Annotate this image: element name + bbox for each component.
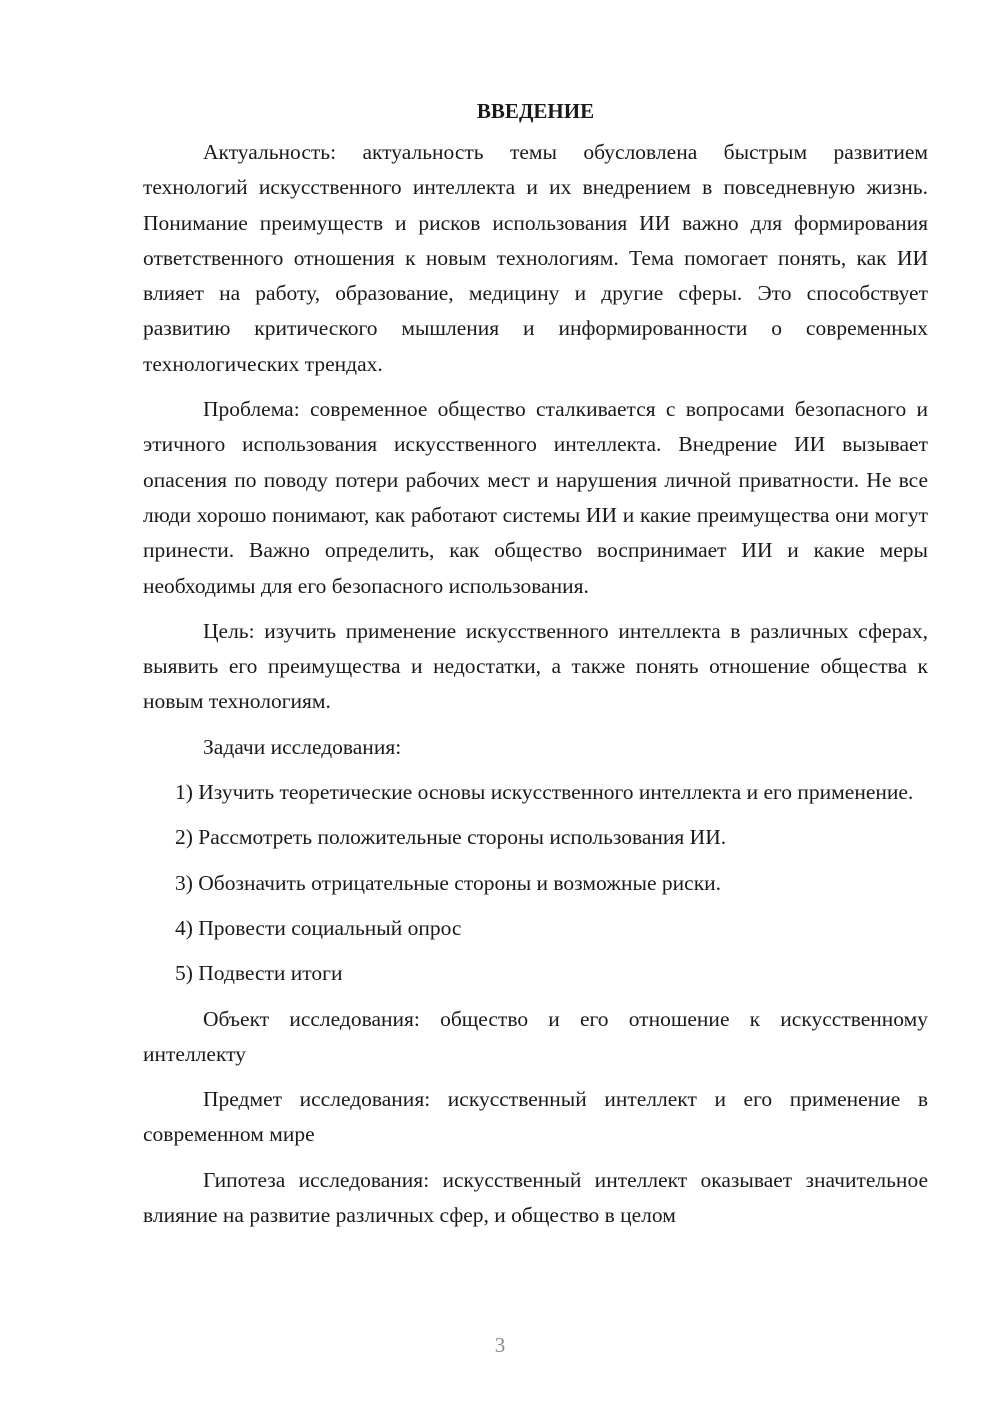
task-item-1: 1) Изучить теоретические основы искусственного интеллекта и его применение. [175, 780, 914, 805]
task-item-5: 5) Подвести итоги [175, 961, 343, 986]
paragraph-tasks-title: Задачи исследования: [203, 734, 402, 759]
task-item-2: 2) Рассмотреть положительные стороны использования ИИ. [175, 825, 727, 850]
section-heading: ВВЕДЕНИЕ [476, 99, 595, 123]
paragraph-subject: Предмет исследования: искусственный интеллект и его применение в современном мире [143, 1087, 928, 1147]
paragraph-problem: Проблема: современное общество сталкивается с вопросами безопасного и этичного использования искусственного интеллекта. Внедрение ИИ вызывает опасения по поводу потери рабочих мест и нарушения личной приватности. Не все люди хорошо понимают, как работают системы ИИ и какие преимущества они могут принести. Важно определить, как общество воспринимает ИИ и какие меры необходимы для его безопасного использования. [143, 397, 928, 598]
paragraph-relevance: Актуальность: актуальность темы обусловлена быстрым развитием технологий искусственного интеллекта и их внедрением в повседневную жизнь. Понимание преимуществ и рисков использования ИИ важно для формирования ответственного отношения к новым технологиям. Тема помогает понять, как ИИ влияет на работу, образование, медицину и другие сферы. Это способствует развитию критического мышления и информированности о современных технологических трендах. [143, 140, 928, 376]
paragraph-hypothesis: Гипотеза исследования: искусственный интеллект оказывает значительное влияние на развитие различных сфер, и общество в целом [143, 1167, 928, 1228]
task-item-3: 3) Обозначить отрицательные стороны и возможные риски. [175, 870, 722, 895]
page-number: 3 [494, 1333, 506, 1357]
document-page [143, 96, 928, 1243]
task-item-4: 4) Провести социальный опрос [175, 915, 462, 940]
paragraph-object: Объект исследования: общество и его отношение к искусственному интеллекту [143, 1006, 928, 1066]
tasks-list [143, 775, 928, 991]
paragraph-goal: Цель: изучить применение искусственного интеллекта в различных сферах, выявить его преимущества и недостатки, а также понять отношение общества к новым технологиям. [143, 618, 928, 714]
